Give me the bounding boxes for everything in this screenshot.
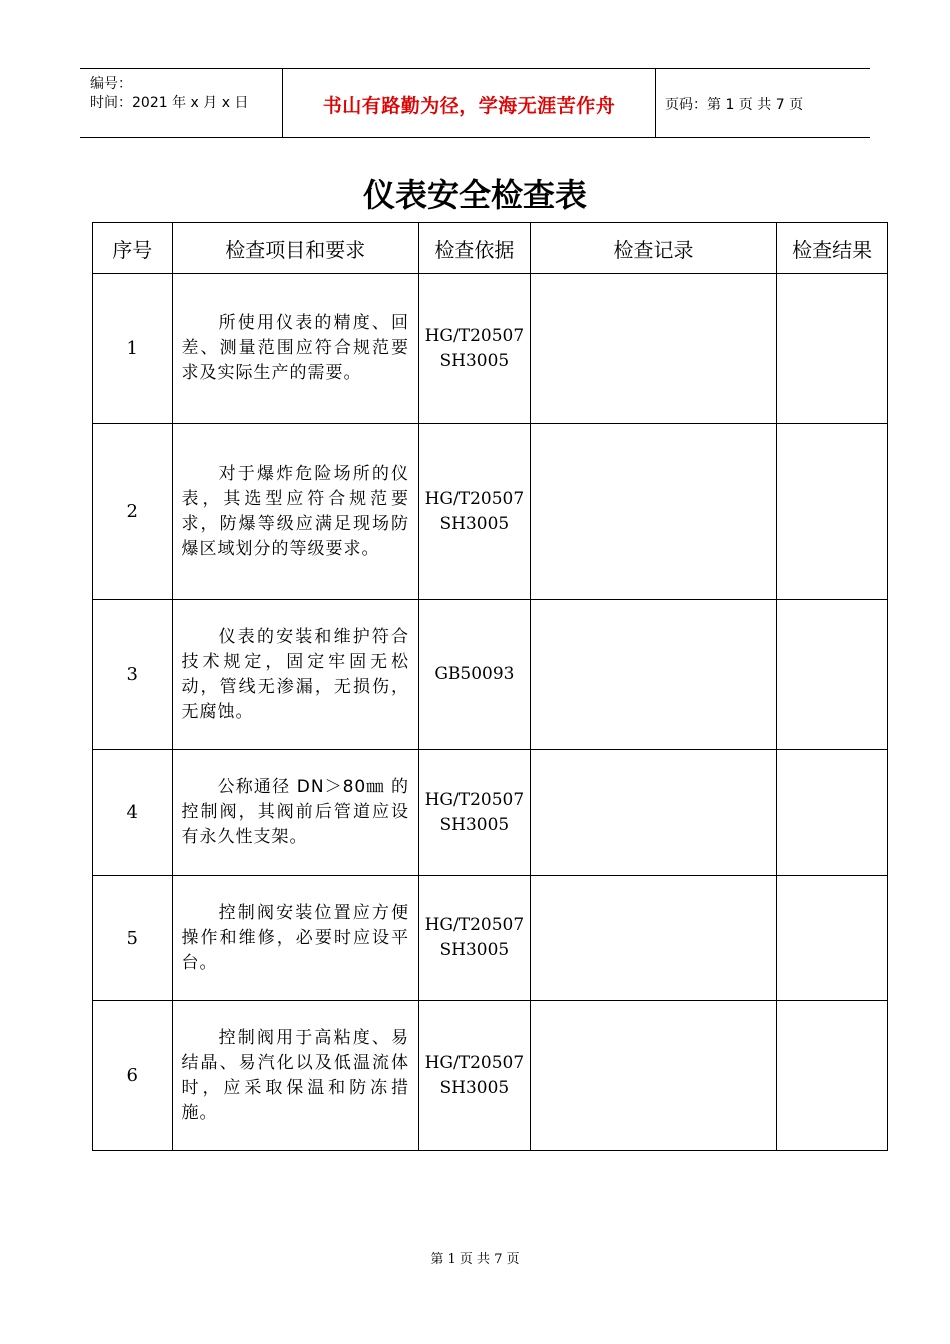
record-cell[interactable] [530,600,777,750]
header-page-cell [655,69,870,137]
basis-cell [419,274,531,424]
table-row [93,424,888,600]
inspection-item-text: 控制阀安装位置应方便操作和维修，必要时应设平台。 [181,902,410,973]
header-serial-number: 序号 [93,223,173,274]
basis-standard-2: SH3005 [439,940,510,960]
result-cell[interactable] [777,876,888,1001]
document-number-label: 编号： [90,76,132,92]
record-cell[interactable] [530,1001,777,1151]
inspection-item-cell [172,600,419,750]
header-inspection-item: 检查项目和要求 [172,223,419,274]
table-row [93,1001,888,1151]
basis-standard-2: SH3005 [439,350,510,371]
basis-cell [419,424,531,600]
basis-standard-1: HG/T20507 [424,1052,525,1073]
row-number: 1 [93,274,173,424]
header-result: 检查结果 [777,223,888,274]
inspection-item-cell [172,274,419,424]
table-row [93,750,888,876]
basis-cell [419,876,531,1001]
inspection-item-text: 公称通径 DN＞80㎜ 的控制阀，其阀前后管道应设有永久性支架。 [181,777,410,847]
table-row [93,600,888,750]
inspection-item-cell [172,876,419,1001]
result-cell[interactable] [777,600,888,750]
inspection-item-cell [172,1001,419,1151]
basis-cell [419,750,531,876]
inspection-item-text: 仪表的安装和维护符合技术规定，固定牢固无松动，管线无渗漏，无损伤，无腐蚀。 [181,626,410,722]
basis-standard-1: GB50093 [434,664,515,684]
inspection-item-text: 所使用仪表的精度、回差、测量范围应符合规范要求及实际生产的需要。 [181,313,410,383]
basis-cell [419,1001,531,1151]
page-title: 仪表安全检查表 [362,176,587,214]
header-meta-cell [80,69,282,137]
basis-standard-1: HG/T20507 [424,488,525,509]
header-basis: 检查依据 [419,223,531,274]
inspection-item-text: 控制阀用于高粘度、易结晶、易汽化以及低温流体时，应采取保温和防冻措施。 [181,1027,410,1123]
record-cell[interactable] [530,750,777,876]
row-number: 5 [93,876,173,1001]
header-motto: 书山有路勤为径，学海无涯苦作舟 [322,95,616,117]
document-header [80,68,870,138]
document-time-label: 时间：2021 年 x 月 x 日 [90,95,249,111]
inspection-table [92,222,888,1151]
header-motto-cell [282,69,656,137]
basis-standard-2: SH3005 [439,1077,510,1098]
inspection-item-cell [172,750,419,876]
basis-standard-2: SH3005 [439,814,510,835]
header-record: 检查记录 [530,223,777,274]
basis-standard-1: HG/T20507 [424,915,525,935]
table-header-row [93,223,888,274]
row-number: 2 [93,424,173,600]
row-number: 6 [93,1001,173,1151]
header-page-number: 页码：第 1 页 共 7 页 [665,97,804,113]
record-cell[interactable] [530,274,777,424]
record-cell[interactable] [530,424,777,600]
basis-standard-2: SH3005 [439,513,510,534]
result-cell[interactable] [777,750,888,876]
row-number: 3 [93,600,173,750]
row-number: 4 [93,750,173,876]
record-cell[interactable] [530,876,777,1001]
result-cell[interactable] [777,1001,888,1151]
table-row [93,876,888,1001]
basis-standard-1: HG/T20507 [424,325,525,346]
result-cell[interactable] [777,274,888,424]
page-footer: 第 1 页 共 7 页 [430,1252,520,1267]
basis-cell [419,600,531,750]
basis-standard-1: HG/T20507 [424,789,525,810]
table-row [93,274,888,424]
inspection-item-text: 对于爆炸危险场所的仪表，其选型应符合规范要求，防爆等级应满足现场防爆区域划分的等级要求。 [181,463,410,559]
result-cell[interactable] [777,424,888,600]
inspection-item-cell [172,424,419,600]
